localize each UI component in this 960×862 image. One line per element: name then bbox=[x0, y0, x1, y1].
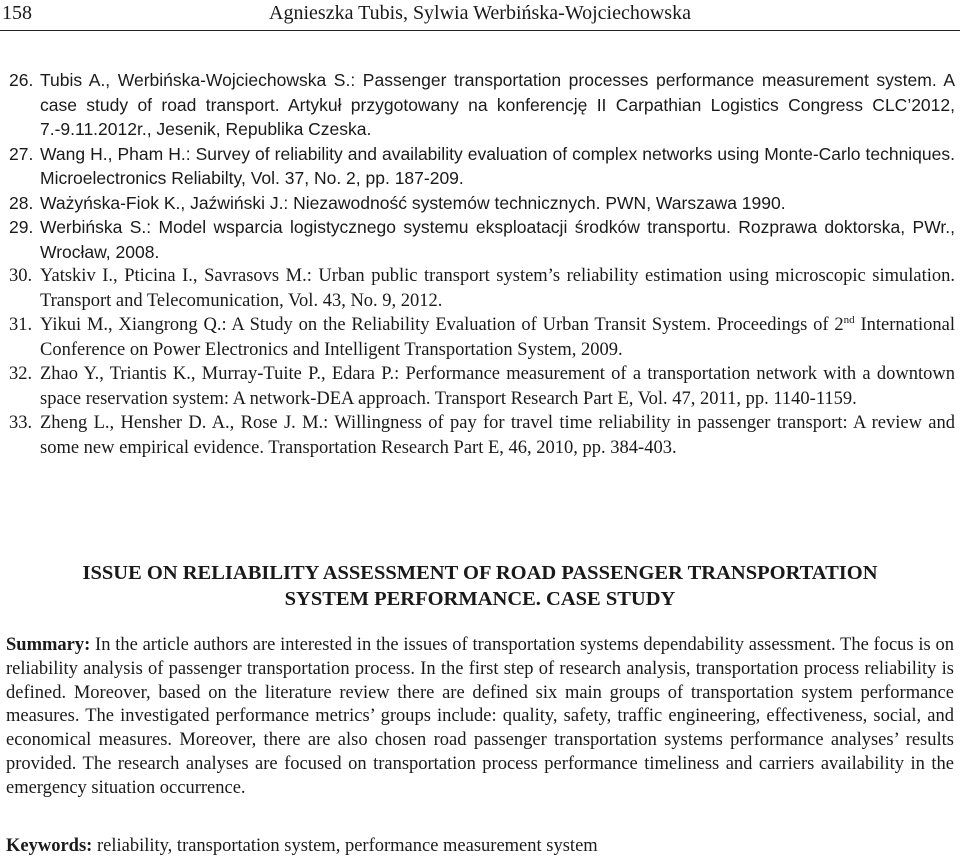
reference-number: 26. bbox=[9, 70, 34, 90]
ordinal-superscript: nd bbox=[843, 313, 855, 326]
reference-number: 28. bbox=[9, 192, 34, 213]
reference-text-part: Yikui M., Xiangrong Q.: A Study on the Reliability Evaluation of Urban Transit System. Proceedings of 2 bbox=[40, 315, 844, 335]
reference-item bbox=[9, 362, 955, 411]
keywords-text: reliability, transportation system, performance measurement system bbox=[92, 836, 598, 856]
reference-text: Ważyńska-Fiok K., Jaźwiński J.: Niezawodność systemów technicznych. PWN, Warszawa 1990. bbox=[40, 192, 786, 213]
reference-item bbox=[9, 313, 955, 362]
reference-number: 32. bbox=[9, 364, 33, 384]
reference-list bbox=[9, 68, 955, 460]
summary-paragraph bbox=[6, 634, 954, 801]
reference-item bbox=[9, 142, 955, 191]
reference-text: Werbińska S.: Model wsparcia logistycznego systemu eksploatacji środków transportu. Rozprawa doktorska, PWr., Wrocław, 2008. bbox=[40, 217, 955, 262]
reference-item bbox=[9, 191, 955, 216]
page-header bbox=[0, 0, 960, 31]
summary-section bbox=[6, 634, 954, 801]
reference-text: Tubis A., Werbińska-Wojciechowska S.: Passenger transportation processes performance measurement system. A case study of road transport. Artykuł przygotowany na konferencję II Carpathian Logistics Congress CLC’2012, 7.-9.11.2012r., Jesenik, Republika Czeska. bbox=[40, 70, 955, 139]
article-title-line: SYSTEM PERFORMANCE. CASE STUDY bbox=[284, 588, 676, 610]
reference-number: 27. bbox=[9, 143, 34, 164]
reference-item bbox=[9, 264, 955, 313]
reference-number: 29. bbox=[9, 217, 34, 237]
reference-item bbox=[9, 68, 955, 142]
reference-text-part: International Conference on Power Electronics and Intelligent Transportation System, 2009. bbox=[40, 315, 955, 360]
summary-label: Summary: bbox=[6, 635, 91, 655]
page-number: 158 bbox=[2, 2, 32, 24]
reference-text bbox=[40, 313, 955, 362]
reference-item bbox=[9, 215, 955, 264]
summary-text: In the article authors are interested in the issues of transportation systems dependability assessment. The focus is on reliability analysis of passenger transportation process. In the first step of research analysis, transportation process reliability is defined. Moreover, based on the literature review there are defined six main groups of transportation system performance measures. The investigated performance metrics’ groups include: quality, safety, traffic engineering, effectiveness, social, and economical measures. Moreover, there are also chosen road passenger transportation systems performance analyses’ results provided. The research analyses are focused on transportation process performance timeliness and carriers availability in the emergency situation occurrence. bbox=[6, 635, 954, 798]
reference-text: Zhao Y., Triantis K., Murray-Tuite P., Edara P.: Performance measurement of a transportation network with a downtown space reservation system: A network-DEA approach. Transport Research Part E, Vol. 47, 2011, pp. 1140-1159. bbox=[40, 364, 955, 409]
article-title bbox=[0, 560, 960, 612]
reference-number: 31. bbox=[9, 315, 33, 335]
reference-item bbox=[9, 411, 955, 460]
reference-text: Wang H., Pham H.: Survey of reliability and availability evaluation of complex networks using Monte-Carlo techniques. Microelectronics Reliabilty, Vol. 37, No. 2, pp. 187-209. bbox=[40, 143, 955, 188]
reference-number: 30. bbox=[9, 266, 33, 286]
keywords-section bbox=[6, 834, 954, 858]
running-head: Agnieszka Tubis, Sylwia Werbińska-Wojciechowska bbox=[269, 2, 691, 24]
reference-text: Yatskiv I., Pticina I., Savrasovs M.: Urban public transport system’s reliability estimation using microscopic simulation. Transport and Telecomunication, Vol. 43, No. 9, 2012. bbox=[40, 266, 955, 311]
keywords-label: Keywords: bbox=[6, 836, 93, 856]
article-title-line: ISSUE ON RELIABILITY ASSESSMENT OF ROAD PASSENGER TRANSPORTATION bbox=[82, 562, 878, 584]
reference-number: 33. bbox=[9, 413, 33, 433]
reference-text: Zheng L., Hensher D. A., Rose J. M.: Willingness of pay for travel time reliability in passenger transport: A review and some new empirical evidence. Transportation Research Part E, 46, 2010, pp. 384-403. bbox=[40, 413, 955, 458]
